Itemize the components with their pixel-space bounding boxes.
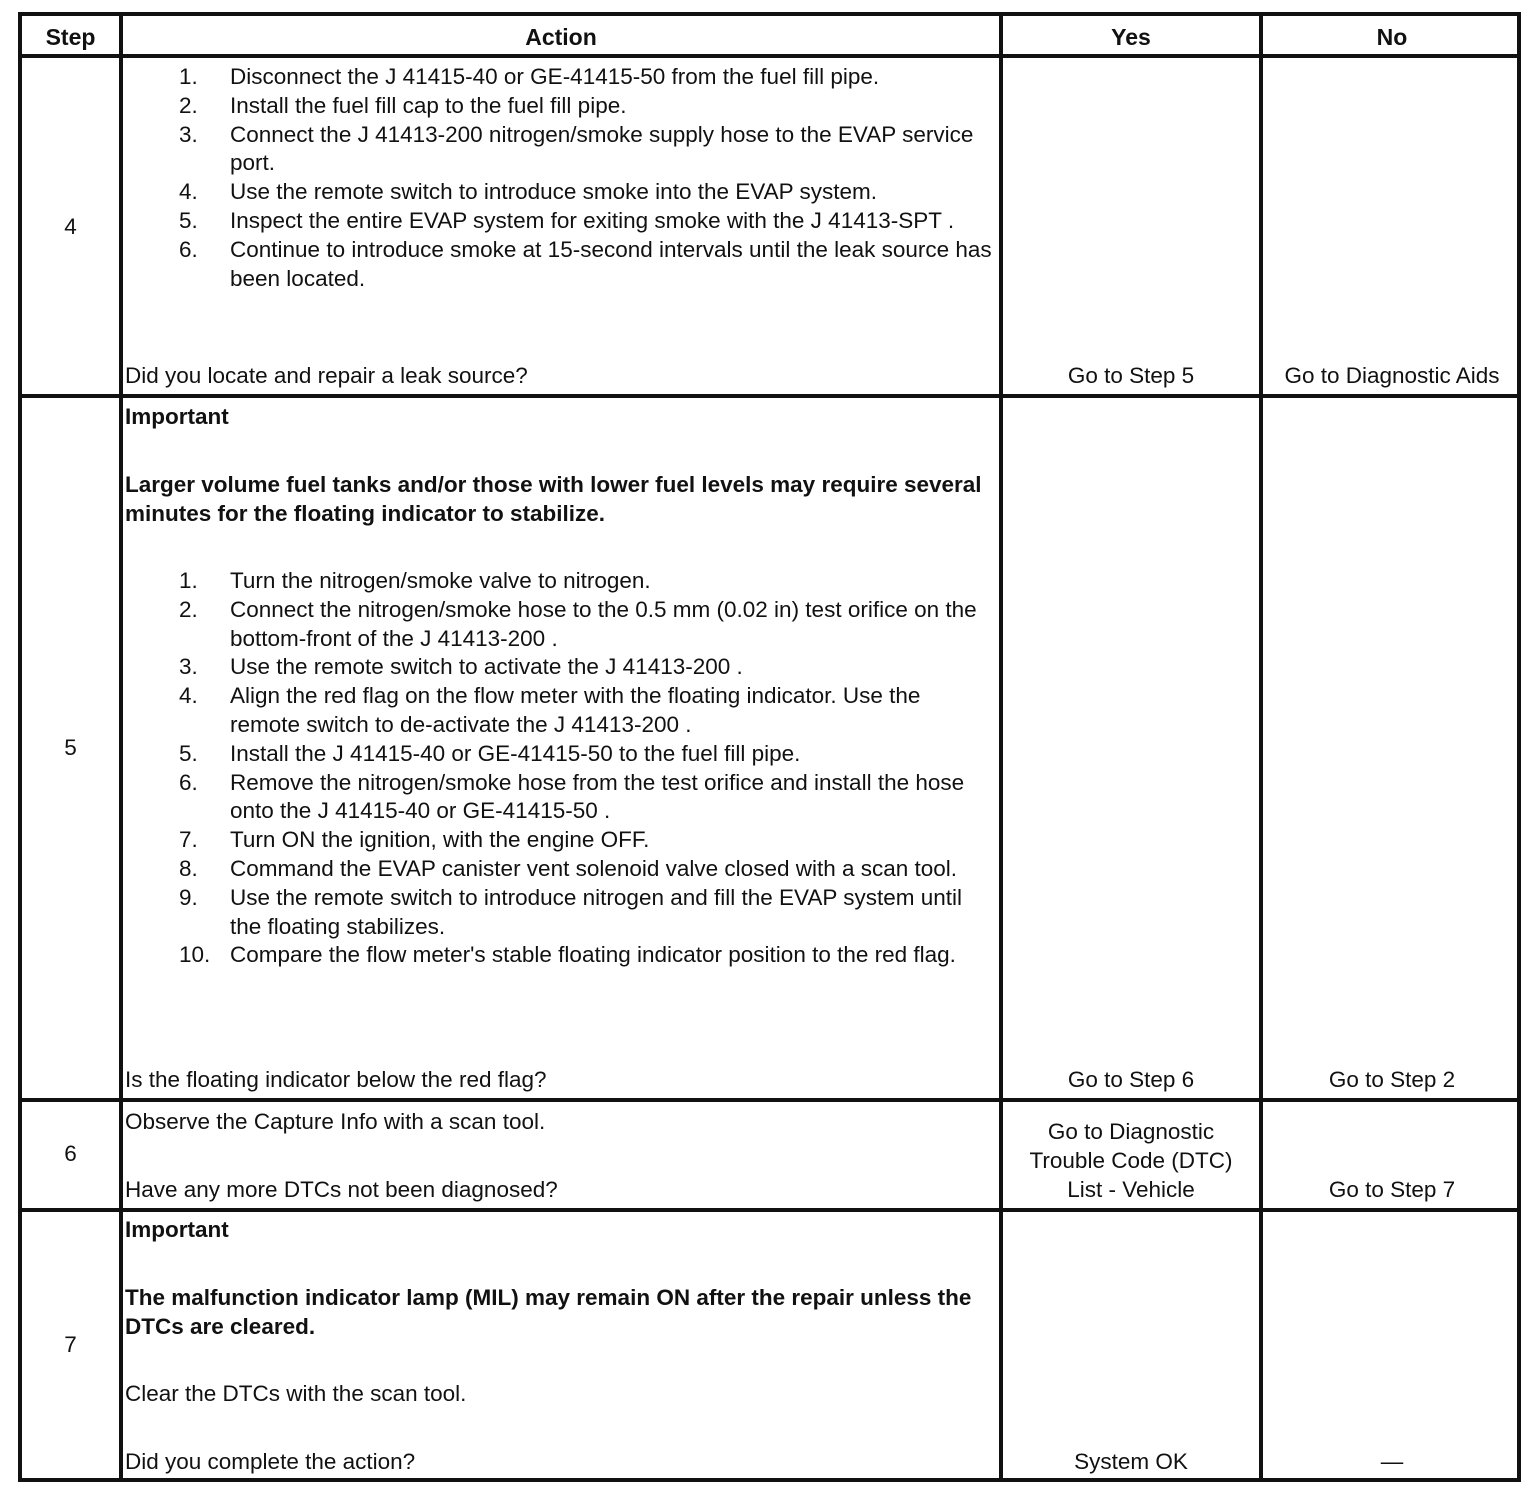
step-number: 7 <box>64 1332 77 1357</box>
list-item: 5. Install the J 41415-40 or GE-41415-50 to the fuel fill pipe. <box>179 740 801 766</box>
list-item: 5. Inspect the entire EVAP system for exiting smoke with the J 41413-SPT . <box>179 207 955 233</box>
no-link[interactable]: Go to Step 7 <box>1328 1177 1456 1202</box>
diagnostic-table <box>18 12 1521 1482</box>
question-text: Did you complete the action? <box>125 1449 416 1474</box>
yes-link[interactable]: Go to Step 5 <box>1067 363 1195 388</box>
list-item: 3. Use the remote switch to activate the J 41413-200 . <box>179 654 743 680</box>
no-link[interactable]: Go to Diagnostic Aids <box>1284 363 1500 388</box>
row-divider <box>22 394 1517 398</box>
no-value: — <box>1380 1449 1404 1474</box>
question-text: Is the floating indicator below the red flag? <box>125 1067 547 1092</box>
question-text: Have any more DTCs not been diagnosed? <box>125 1177 558 1202</box>
yes-link[interactable]: System OK <box>1074 1449 1188 1474</box>
action-cell-step-5 <box>125 567 995 970</box>
list-item: 9. Use the remote switch to introduce nitrogen and fill the EVAP system until the floating stabilizes. <box>179 884 963 939</box>
important-note: Larger volume fuel tanks and/or those with lower fuel levels may require several minutes for the floating indicator to stabilize. <box>125 472 982 526</box>
header-no: No <box>1376 24 1408 50</box>
column-divider <box>1259 16 1263 1478</box>
list-item: 4. Align the red flag on the flow meter with the floating indicator. Use the remote switch to de-activate the J 41413-200 . <box>179 683 921 737</box>
list-item: 10. Compare the flow meter's stable floating indicator position to the red flag. <box>179 942 956 968</box>
action-steps-list <box>125 567 995 970</box>
no-link[interactable]: Go to Step 2 <box>1328 1067 1456 1092</box>
row-divider <box>22 54 1517 58</box>
list-item: 8. Command the EVAP canister vent solenoid valve closed with a scan tool. <box>179 855 958 881</box>
column-divider <box>119 16 123 1478</box>
column-divider <box>999 16 1003 1478</box>
important-label: Important <box>125 404 229 429</box>
list-item: 2. Connect the nitrogen/smoke hose to the 0.5 mm (0.02 in) test orifice on the bottom-front of the J 41413-200 . <box>179 596 977 651</box>
action-steps-list <box>125 63 995 293</box>
header-action: Action <box>525 24 597 50</box>
row-divider <box>22 1208 1517 1212</box>
action-cell-step-4 <box>125 63 995 293</box>
header-step: Step <box>45 24 96 50</box>
list-item: 7. Turn ON the ignition, with the engine OFF. <box>179 827 650 853</box>
important-label: Important <box>125 1217 229 1242</box>
yes-link[interactable]: Go to Diagnostic Trouble Code (DTC) List - Vehicle <box>1029 1119 1233 1202</box>
step-number: 4 <box>64 214 77 239</box>
question-text: Did you locate and repair a leak source? <box>125 363 528 388</box>
list-item: 1. Disconnect the J 41415-40 or GE-41415-50 from the fuel fill pipe. <box>179 64 880 89</box>
row-divider <box>22 1098 1517 1102</box>
action-text: Observe the Capture Info with a scan tool. <box>125 1109 546 1134</box>
action-text: Clear the DTCs with the scan tool. <box>125 1381 467 1406</box>
list-item: 6. Remove the nitrogen/smoke hose from the test orifice and install the hose onto the J 41415-40 or GE-41415-50 . <box>179 769 965 824</box>
header-yes: Yes <box>1111 24 1151 50</box>
list-item: 4. Use the remote switch to introduce smoke into the EVAP system. <box>179 179 877 205</box>
yes-link[interactable]: Go to Step 6 <box>1067 1067 1195 1092</box>
important-note: The malfunction indicator lamp (MIL) may remain ON after the repair unless the DTCs are cleared. <box>125 1285 972 1339</box>
step-number: 5 <box>64 735 77 760</box>
list-item: 3. Connect the J 41413-200 nitrogen/smoke supply hose to the EVAP service port. <box>179 121 974 176</box>
list-item: 1. Turn the nitrogen/smoke valve to nitrogen. <box>179 568 651 593</box>
step-number: 6 <box>64 1141 77 1166</box>
list-item: 6. Continue to introduce smoke at 15-second intervals until the leak source has been located. <box>179 236 992 291</box>
list-item: 2. Install the fuel fill cap to the fuel fill pipe. <box>179 92 627 118</box>
